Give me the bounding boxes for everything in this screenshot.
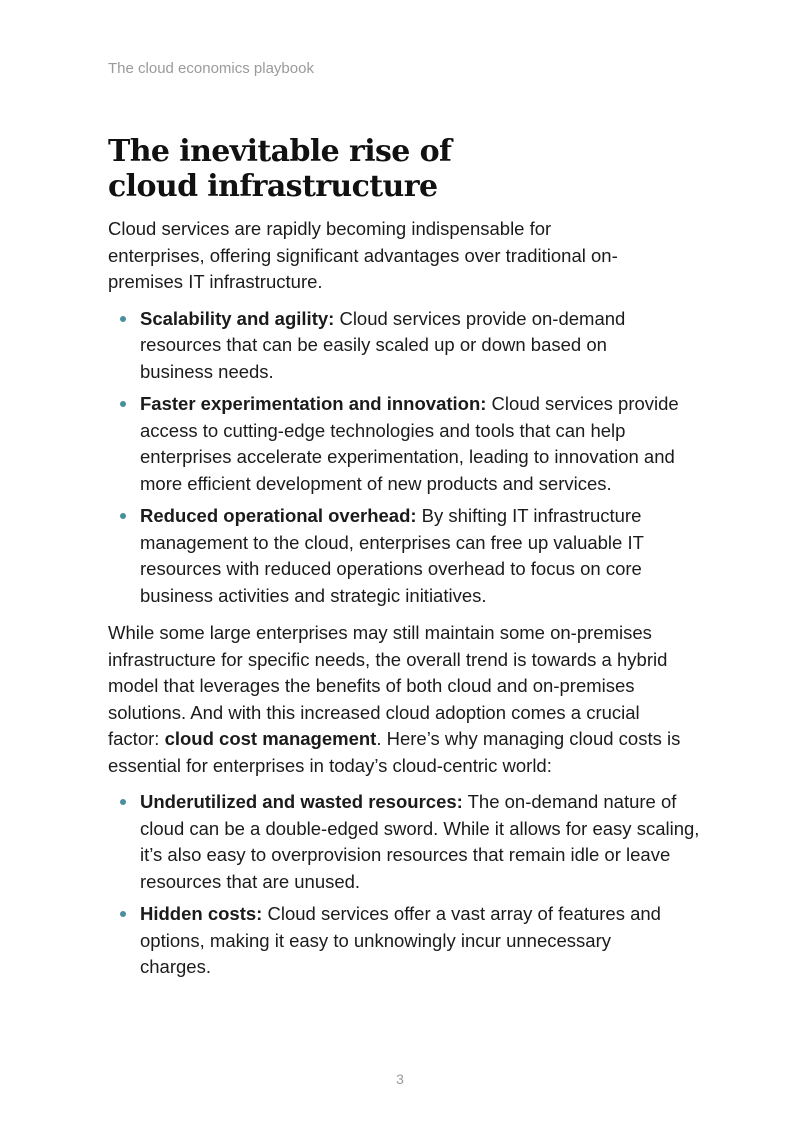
list-item-term: Underutilized and wasted resources: <box>140 791 463 812</box>
page-content <box>108 134 698 987</box>
bullet-icon <box>120 799 126 805</box>
list-item-text: Cloud services offer a vast array of features and options, making it easy to unknowingly incur unnecessary charges. <box>140 903 661 977</box>
bullet-icon <box>120 513 126 519</box>
bullet-icon <box>120 316 126 322</box>
list-item-text: Cloud services provide access to cutting-edge technologies and tools that can help enterprises accelerate experimentation, leading to innovation and more efficient development of new products and services. <box>140 393 679 494</box>
list-item <box>108 391 685 497</box>
list-item-term: Scalability and agility: <box>140 307 335 329</box>
list-item-text: The on-demand nature of cloud can be a double-edged sword. While it allows for easy scaling, it’s also easy to overprovision resources that remain idle or leave resources that are unused. <box>140 791 700 892</box>
section-heading: The inevitable rise of cloud infrastructure <box>108 134 452 204</box>
body-text-before: While some large enterprises may still maintain some on-premises infrastructure for specific needs, the overall trend is towards a hybrid model that leverages the benefits of both cloud and on-premises solutions. And with this increased cloud adoption comes a crucial factor: <box>108 622 668 749</box>
list-item <box>108 503 695 609</box>
running-header: The cloud economics playbook <box>108 60 314 77</box>
list-item-text: By shifting IT infrastructure management to the cloud, enterprises can free up valuable IT resources with reduced operations overhead to focus on core business activities and strategic initiatives. <box>140 505 644 606</box>
list-item <box>108 789 700 895</box>
list-item <box>108 306 685 386</box>
body-emphasis: cloud cost management <box>164 728 377 749</box>
body-paragraph <box>108 620 683 779</box>
intro-paragraph: Cloud services are rapidly becoming indispensable for enterprises, offering significant advantages over traditional on-premises IT infrastructure. <box>108 218 618 292</box>
bullet-icon <box>120 911 126 917</box>
list-item-term: Reduced operational overhead: <box>140 505 417 526</box>
list-item-term: Hidden costs: <box>140 903 263 924</box>
bullet-icon <box>120 401 126 407</box>
list-item <box>108 901 685 981</box>
page-number: 3 <box>396 1071 404 1087</box>
reasons-list <box>108 789 698 981</box>
list-item-term: Faster experimentation and innovation: <box>140 393 487 414</box>
list-item-text: Cloud services provide on-demand resources that can be easily scaled up or down based on business needs. <box>140 307 626 382</box>
body-text-after: . Here’s why managing cloud costs is essential for enterprises in today’s cloud-centric world: <box>108 728 681 776</box>
advantages-list <box>108 306 698 610</box>
